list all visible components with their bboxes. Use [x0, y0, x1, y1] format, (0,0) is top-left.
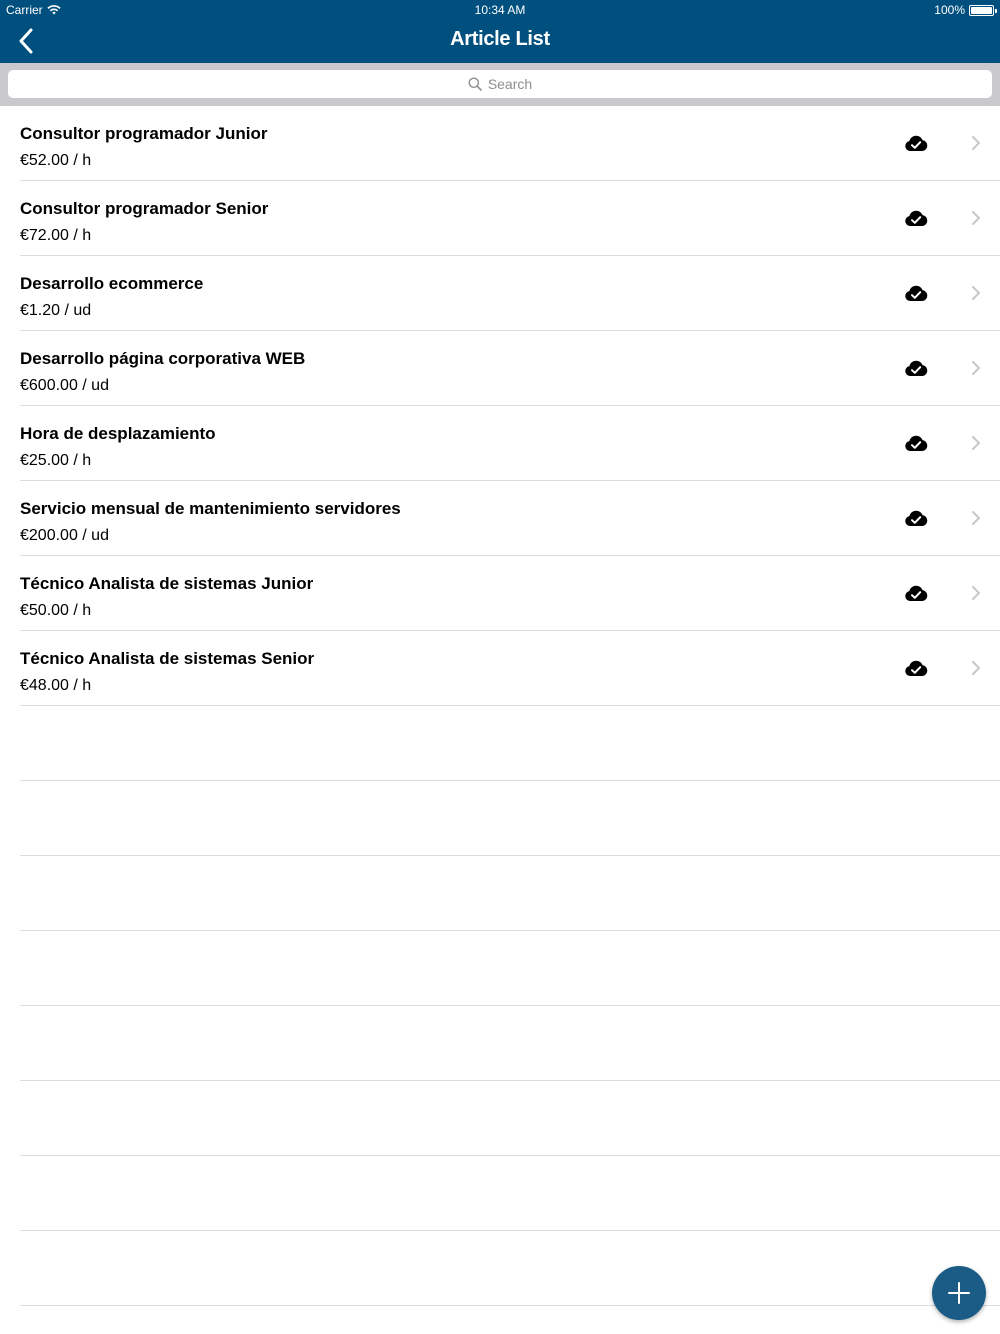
chevron-right-icon — [972, 136, 980, 150]
article-name: Desarrollo ecommerce — [20, 274, 204, 293]
list-item[interactable] — [20, 481, 1000, 556]
article-price: €52.00 / h — [20, 152, 92, 169]
cloud-check-icon — [904, 509, 928, 527]
list-item[interactable] — [20, 331, 1000, 406]
chevron-right-icon — [972, 436, 980, 450]
article-name: Técnico Analista de sistemas Junior — [20, 574, 314, 593]
article-price: €25.00 / h — [20, 452, 92, 469]
article-price: €1.20 / ud — [20, 302, 92, 319]
article-list — [0, 106, 1000, 1306]
search-input[interactable] — [8, 70, 992, 98]
navigation-bar — [0, 0, 1000, 63]
cloud-check-icon — [904, 209, 928, 227]
chevron-right-icon — [972, 661, 980, 675]
page-title: Article List — [450, 28, 550, 50]
battery-percent: 100% — [934, 3, 965, 17]
article-name: Desarrollo página corporativa WEB — [20, 349, 306, 368]
battery-icon — [969, 5, 994, 16]
cloud-check-icon — [904, 434, 928, 452]
article-price: €200.00 / ud — [20, 527, 109, 544]
list-item[interactable] — [20, 181, 1000, 256]
list-item[interactable] — [20, 256, 1000, 331]
empty-row — [20, 931, 1000, 1006]
empty-row — [20, 781, 1000, 856]
plus-icon — [948, 1282, 970, 1304]
search-bar — [0, 63, 1000, 106]
battery-indicator — [934, 3, 994, 17]
chevron-right-icon — [972, 286, 980, 300]
empty-row — [20, 706, 1000, 781]
chevron-right-icon — [972, 361, 980, 375]
cloud-check-icon — [904, 284, 928, 302]
list-item[interactable] — [20, 106, 1000, 181]
article-name: Técnico Analista de sistemas Senior — [20, 649, 315, 668]
list-item[interactable] — [20, 631, 1000, 706]
article-price: €48.00 / h — [20, 677, 92, 694]
article-price: €72.00 / h — [20, 227, 92, 244]
empty-row — [20, 1156, 1000, 1231]
chevron-right-icon — [972, 211, 980, 225]
article-name: Consultor programador Senior — [20, 199, 269, 218]
empty-row — [20, 1081, 1000, 1156]
article-name: Consultor programador Junior — [20, 124, 268, 143]
add-article-button[interactable] — [932, 1266, 986, 1320]
article-price: €50.00 / h — [20, 602, 92, 619]
carrier-label: Carrier — [6, 3, 43, 17]
chevron-right-icon — [972, 586, 980, 600]
article-name: Servicio mensual de mantenimiento servidores — [20, 499, 401, 518]
article-price: €600.00 / ud — [20, 377, 109, 394]
status-bar — [0, 0, 1000, 20]
search-icon — [468, 77, 482, 91]
empty-row — [20, 1231, 1000, 1306]
empty-row — [20, 1006, 1000, 1081]
cloud-check-icon — [904, 659, 928, 677]
chevron-right-icon — [972, 511, 980, 525]
cloud-check-icon — [904, 584, 928, 602]
empty-row — [20, 856, 1000, 931]
status-time: 10:34 AM — [474, 3, 526, 17]
cloud-check-icon — [904, 359, 928, 377]
list-item[interactable] — [20, 406, 1000, 481]
cloud-check-icon — [904, 134, 928, 152]
list-item[interactable] — [20, 556, 1000, 631]
search-placeholder: Search — [487, 76, 533, 92]
article-name: Hora de desplazamiento — [20, 424, 216, 443]
